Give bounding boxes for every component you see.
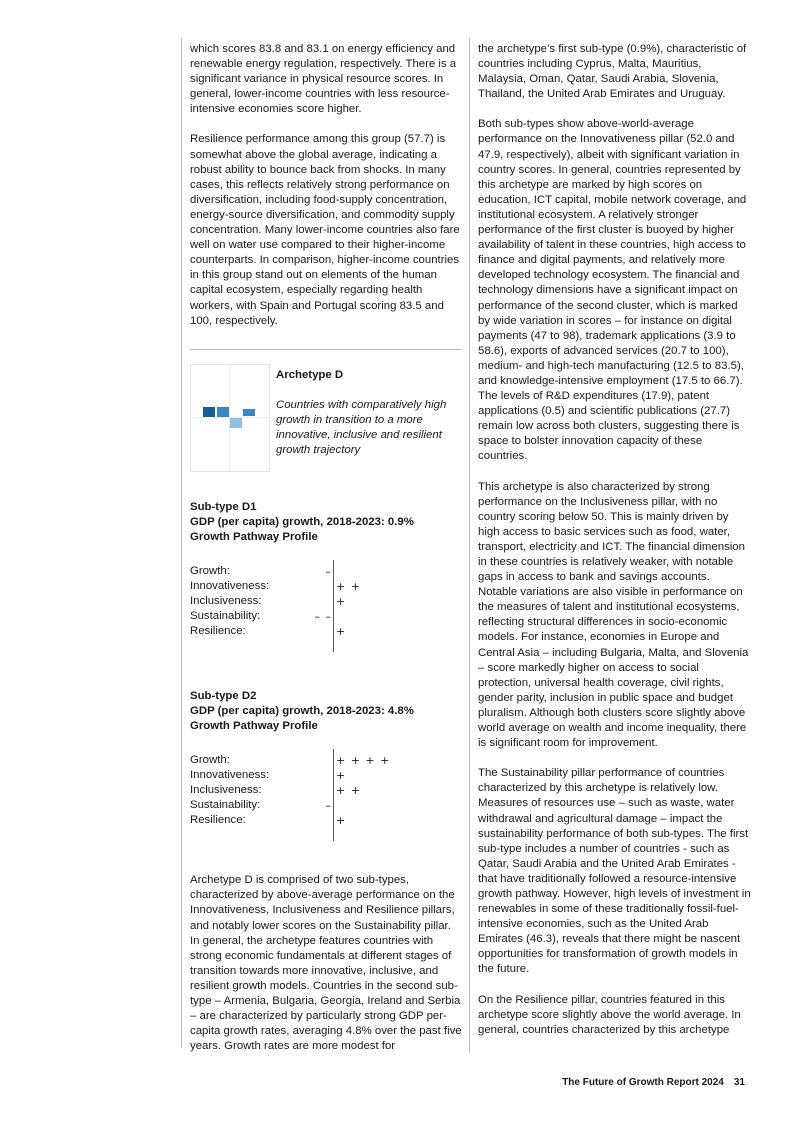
profile-positive: + + + +: [336, 754, 391, 768]
paragraph: Archetype D is comprised of two sub-types, characterized by above-average performance on the Innovativeness, Inclusiveness and Resilience pillars, and notably lower scores on the Sustainability pillar. In general, the archetype features countries with strong economic fundamentals at different stages of transition towards more innovative, inclusive, and resilient growth models. Countries in the second sub-type – Armenia, Bulgaria, Georgia, Ireland and Serbia – are characterized by particularly strong GDP per-capita growth rates, averaging 4.8% over the past five years. Growth rates are more modest for: [190, 874, 462, 1053]
profile-row-innovativeness: [190, 579, 462, 594]
profile-row-innovativeness: [190, 768, 462, 783]
profile-row-inclusiveness: [190, 594, 462, 609]
page-footer: [562, 1077, 745, 1088]
profile-row-inclusiveness: [190, 783, 462, 798]
paragraph: which scores 83.8 and 83.1 on energy efficiency and renewable energy regulation, respectively. There is a significant variance in physical resource scores. In general, lower-income countries with less resource-intensive economies score higher.: [190, 43, 457, 116]
archetype-text: [276, 368, 456, 473]
archetype-title: Archetype D: [276, 368, 344, 381]
subtype-d1: [190, 500, 462, 652]
left-column-rule: [181, 38, 182, 1048]
profile-label: Innovativeness:: [190, 579, 270, 592]
archetype-square-mid: [217, 407, 229, 417]
subtype-gdp: GDP (per capita) growth, 2018-2023: 4.8%: [190, 705, 414, 718]
paragraph: This archetype is also characterized by strong performance on the Inclusiveness pillar, with no country scoring below 50. This is mainly driven by high access to basic services such as food, water, transport, electricity and ICT. The financial dimension in these countries is relatively weaker, with notable gaps in access to bank and savings accounts. Notable variations are also visible in performance on the measures of talent and institutional ecosystems, reflecting structural differences in socio-economic models. For instance, economies in Europe and Central Asia – including Bulgaria, Malta, and Slovenia – score markedly higher on access to social protection, universal health coverage, civil rights, gender parity, inclusion in public space and budget pluralism. Although both clusters score slightly above world average on wealth and income inequality, there is significant room for improvement.: [478, 480, 749, 750]
profile-row-growth: [190, 753, 462, 768]
profile-label: Sustainability:: [190, 609, 261, 622]
profile-row-sustainability: [190, 798, 462, 813]
left-column: [190, 42, 462, 1069]
subtype-profile-label: Growth Pathway Profile: [190, 530, 318, 543]
section-divider: [190, 349, 462, 350]
paragraph: Resilience performance among this group (57.7) is somewhat above the global average, indicating a robust ability to bounce back from shocks. In many cases, this reflects relatively strong performance on diversification, including food-supply concentration, energy-source diversification, and commodity supply concentration. Many lower-income countries also fare well on water use compared to their higher-income counterparts. In comparison, higher-income countries in this group stand out on elements of the human capital ecosystem, especially regarding health workers, with Spain and Portugal scoring 83.5 and 100, respectively.: [190, 133, 460, 327]
profile-label: Innovativeness:: [190, 769, 270, 782]
profile-positive: +: [336, 769, 347, 783]
profile-negative: –: [325, 564, 332, 578]
profile-positive: + +: [336, 784, 361, 798]
profile-row-sustainability: [190, 609, 462, 624]
archetype-grid-icon: [190, 364, 270, 472]
report-title: The Future of Growth Report 2024: [562, 1077, 724, 1088]
subtype-profile-label: Growth Pathway Profile: [190, 720, 318, 733]
profile-row-resilience: [190, 813, 462, 828]
growth-profile-d2: [190, 749, 462, 841]
profile-row-resilience: [190, 624, 462, 639]
archetype-square-dark: [203, 407, 215, 417]
subtype-d2: [190, 689, 462, 841]
profile-label: Sustainability:: [190, 799, 261, 812]
profile-negative: –: [325, 799, 332, 813]
paragraph: On the Resilience pillar, countries featured in this archetype score slightly above the world average. In general, countries characterized by this archetype: [478, 993, 741, 1036]
right-column-rule: [469, 38, 470, 1053]
profile-label: Resilience:: [190, 814, 246, 827]
paragraph: The Sustainability pillar performance of countries characterized by this archetype is relatively low. Measures of resources use – such as waste, water withdrawal and agricultural damage – impact the sustainability performance of both sub-types. The first sub-type includes a number of countries - such as Qatar, Saudi Arabia and the United Arab Emirates - that have traditionally followed a resource-intensive growth pathway. However, high levels of investment in renewables in some of these traditionally fossil-fuel-intensive economies, such as the United Arab Emirates (46.3), reveals that there might be nascent opportunities for transformation of growth models in the future.: [478, 767, 751, 976]
paragraph: the archetype’s first sub-type (0.9%), characteristic of countries including Cyprus, Malta, Mauritius, Malaysia, Oman, Qatar, Saudi Arabia, Slovenia, Thailand, the United Arab Emirates and Uruguay.: [478, 43, 747, 101]
archetype-square-mid: [243, 409, 255, 416]
profile-positive: +: [336, 624, 347, 638]
profile-label: Resilience:: [190, 624, 246, 637]
profile-positive: +: [336, 594, 347, 608]
subtype-gdp: GDP (per capita) growth, 2018-2023: 0.9%: [190, 515, 414, 528]
profile-positive: +: [336, 814, 347, 828]
page-number: 31: [733, 1077, 745, 1088]
profile-label: Inclusiveness:: [190, 594, 262, 607]
profile-label: Inclusiveness:: [190, 784, 262, 797]
archetype-square-light: [230, 418, 242, 428]
profile-label: Growth:: [190, 754, 230, 767]
subtype-title: Sub-type D1: [190, 500, 257, 513]
right-column: [478, 42, 752, 1053]
profile-negative: – –: [314, 609, 332, 623]
paragraph: Both sub-types show above-world-average performance on the Innovativeness pillar (52.0 and 47.9, respectively), albeit with significant variation in country scores. In general, countries represented by this archetype are marked by high scores on education, ICT capital, mobile network coverage, and institutional ecosystem. A relatively stronger performance of the first cluster is buoyed by higher availability of talent in these countries, high access to finance and digital payments, and relatively more developed technology ecosystem. The financial and technology dimensions have a significant impact on performance of the second cluster, which is marked by wide variation in scores – for instance on digital payments (47 to 98), trademark applications (3.9 to 58.6), exports of advanced services (20.7 to 100), medium- and high-tech manufacturing (12.5 to 83.5), and knowledge-intensive employment (17.5 to 66.7). The levels of R&D expenditures (17.9), patent applications (0.5) and scientific publications (27.7) remain low across both clusters, suggesting there is space to bolster innovation capacity of these countries.: [478, 118, 747, 463]
subtype-title: Sub-type D2: [190, 689, 257, 702]
profile-positive: + +: [336, 579, 361, 593]
growth-profile-d1: [190, 560, 462, 652]
archetype-header: [190, 364, 462, 480]
archetype-subtitle: Countries with comparatively high growth in transition to a more innovative, inclusive and resilient growth trajectory: [276, 398, 447, 457]
profile-row-growth: [190, 564, 462, 579]
profile-label: Growth:: [190, 564, 230, 577]
